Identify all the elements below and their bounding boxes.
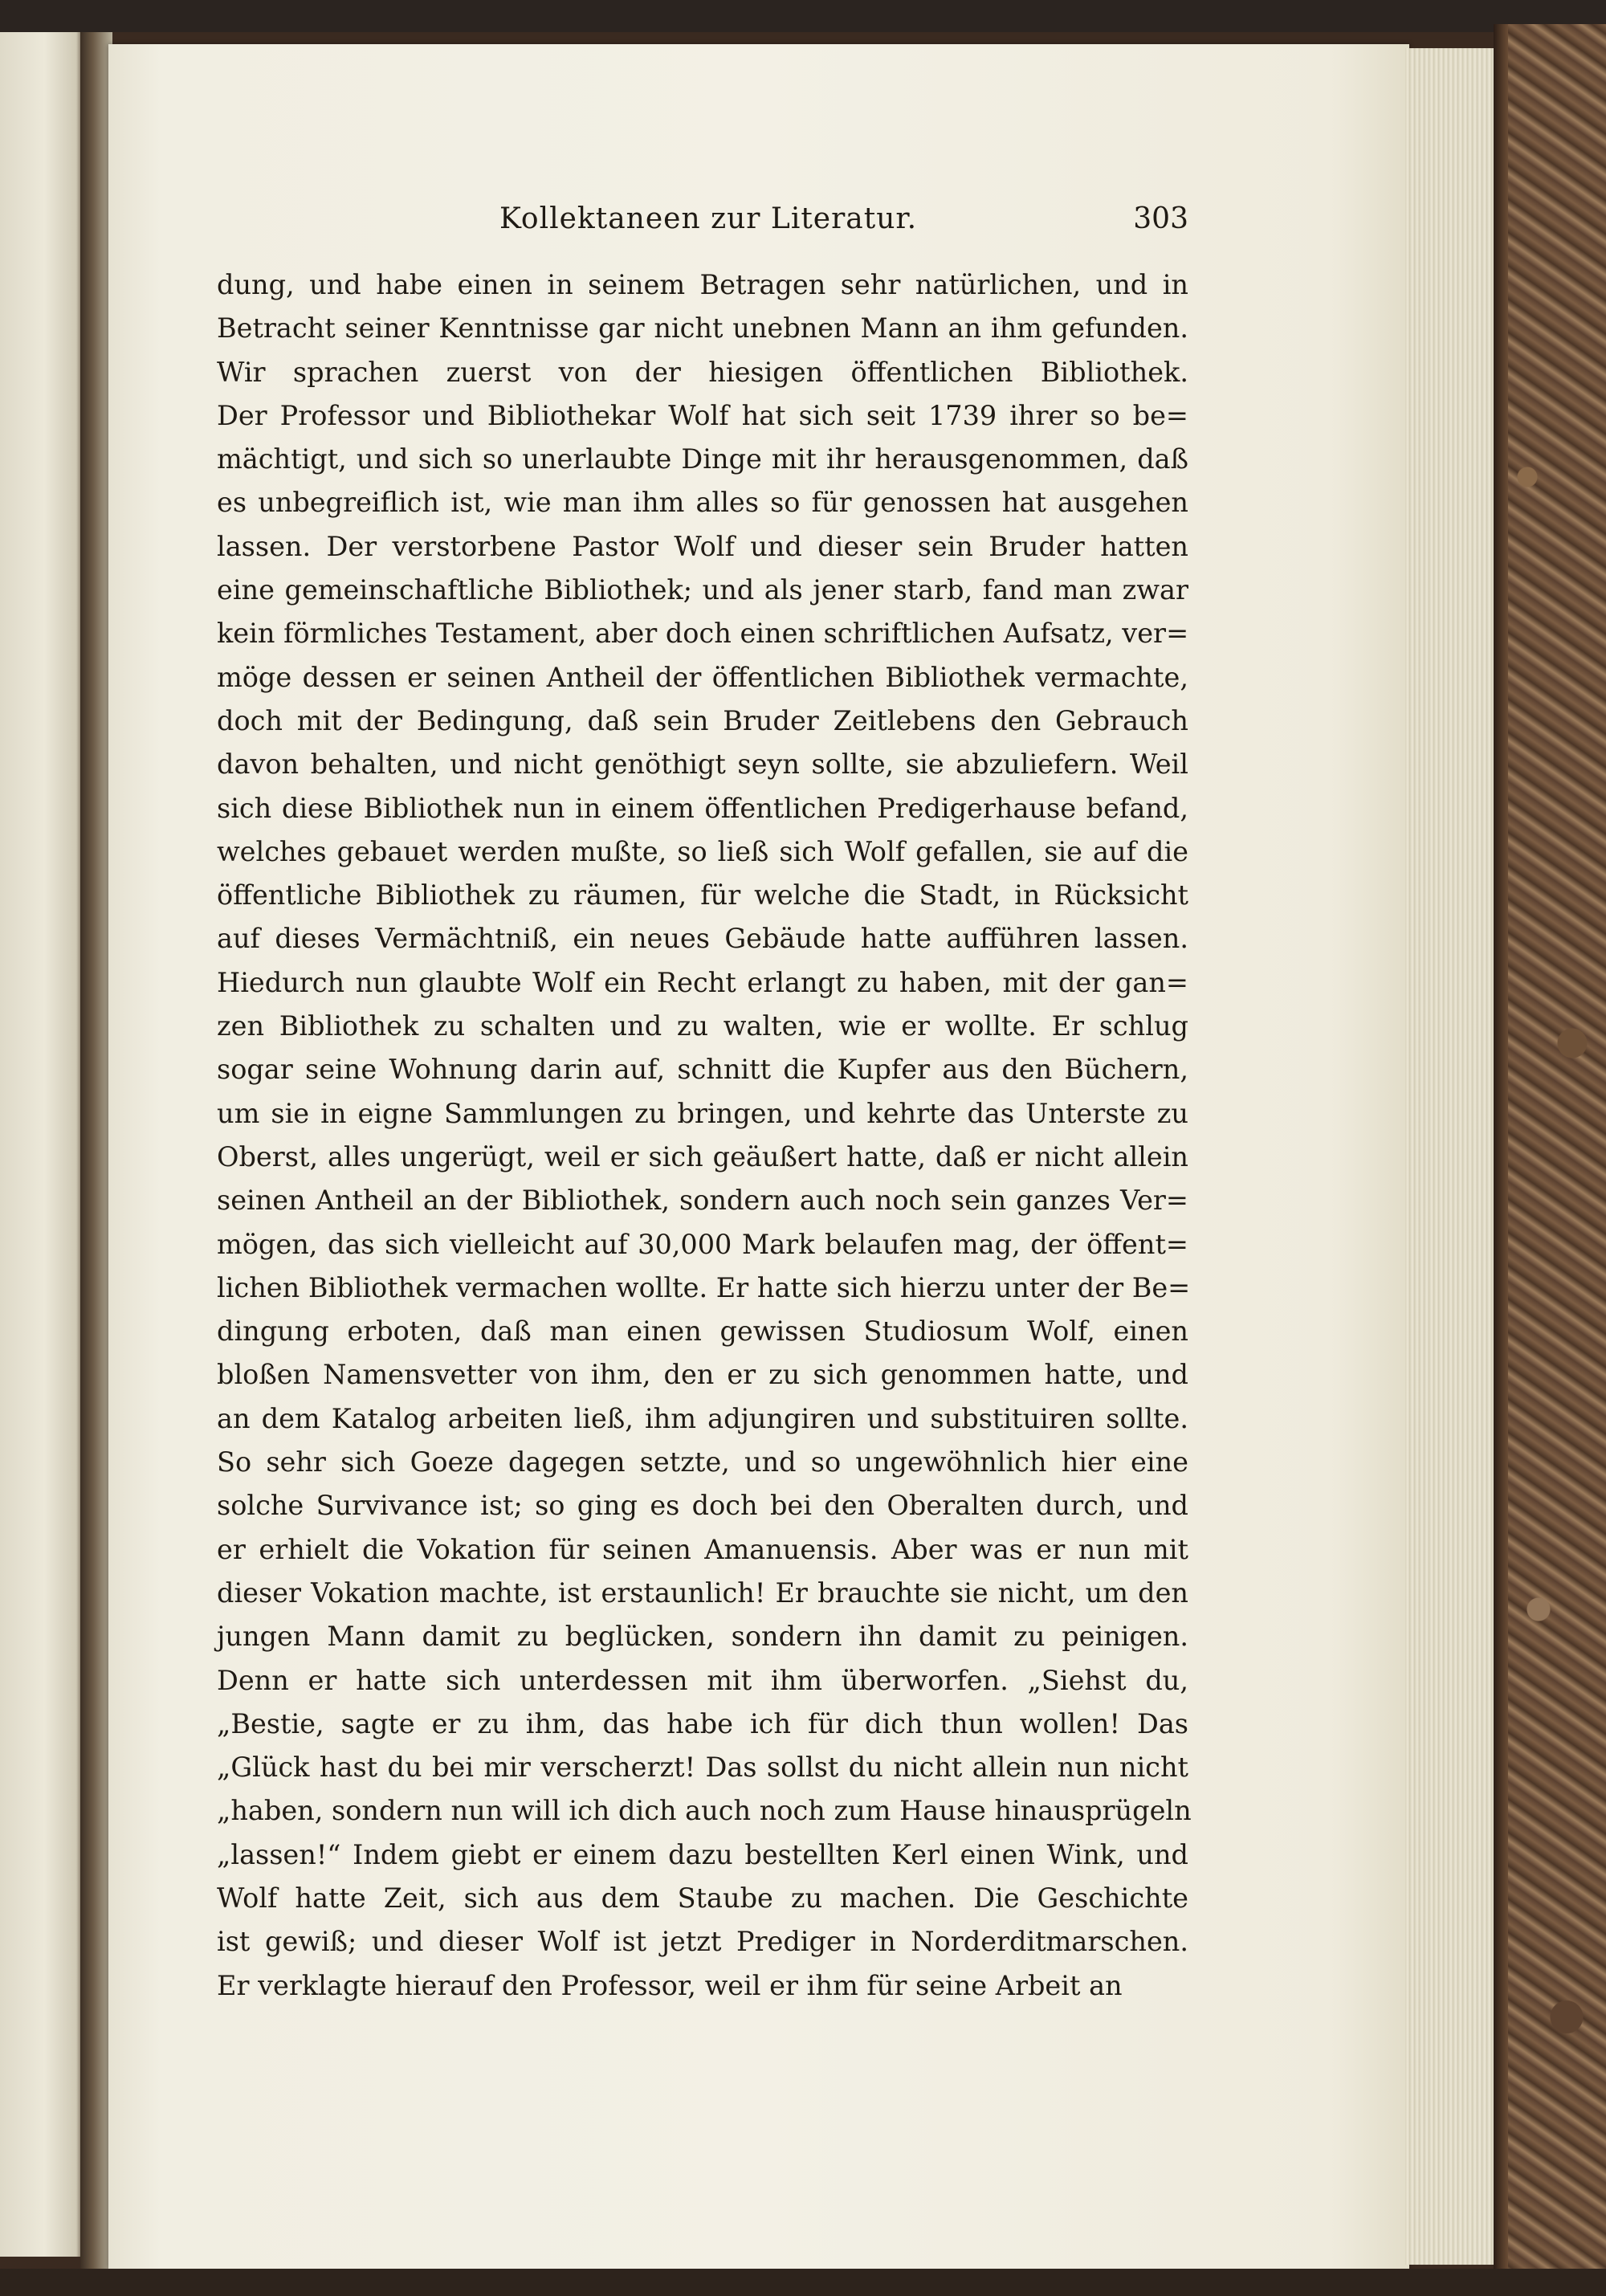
text-line: „Bestie, sagte er zu ihm, das habe ich für dich thun wollen! Das [217,1707,1188,1739]
text-line: Wir sprachen zuerst von der hiesigen öffentlichen Bibliothek. [217,356,1188,388]
text-line: So sehr sich Goeze dagegen setzte, und so ungewöhnlich hier eine [217,1446,1188,1478]
marbled-cover [1494,24,1606,2289]
text-line: dieser Vokation machte, ist erstaunlich! Er brauchte sie nicht, um den [217,1576,1188,1609]
text-line: Betracht seiner Kenntnisse gar nicht unebnen Mann an ihm gefunden. [217,312,1188,345]
text-line: lichen Bibliothek vermachen wollte. Er hatte sich hierzu unter der Be= [217,1271,1191,1303]
text-line: auf dieses Vermächtniß, ein neues Gebäude hatte aufführen lassen. [217,923,1188,955]
text-line: bloßen Namensvetter von ihm, den er zu sich genommen hatte, und [217,1359,1188,1391]
text-line: öffentliche Bibliothek zu räumen, für welche die Stadt, in Rücksicht [217,879,1188,911]
text-line: lassen. Der verstorbene Pastor Wolf und dieser sein Bruder hatten [217,530,1188,562]
text-line: welches gebauet werden mußte, so ließ sich Wolf gefallen, sie auf die [217,835,1188,867]
text-line: um sie in eigne Sammlungen zu bringen, und kehrte das Unterste zu [217,1097,1188,1129]
text-line: Der Professor und Bibliothekar Wolf hat sich seit 1739 ihrer so be= [217,399,1188,431]
text-line: Wolf hatte Zeit, sich aus dem Staube zu machen. Die Geschichte [217,1882,1188,1914]
text-line: eine gemeinschaftliche Bibliothek; und als jener starb, fand man zwar [217,574,1188,606]
text-line: an dem Katalog arbeiten ließ, ihm adjungiren und substituiren sollte. [217,1402,1188,1434]
background-top [0,0,1606,32]
text-line: „haben, sondern nun will ich dich auch noch zum Hause hinausprügeln [217,1795,1192,1827]
text-line: sich diese Bibliothek nun in einem öffentlichen Predigerhause befand, [217,792,1188,824]
text-line: „Glück hast du bei mir verscherzt! Das sollst du nicht allein nun nicht [217,1752,1188,1784]
left-page-edge [0,32,84,2257]
text-line: Denn er hatte sich unterdessen mit ihm überworfen. „Siehst du, [217,1664,1188,1696]
running-head [217,202,1188,243]
text-line: „lassen!“ Indem giebt er einem dazu bestellten Kerl einen Wink, und [217,1838,1188,1870]
text-line: dung, und habe einen in seinem Betragen sehr natürlichen, und in [217,269,1188,300]
background-bottom [0,2269,1606,2296]
book-gutter [80,32,112,2273]
text-line: dingung erboten, daß man einen gewissen Studiosum Wolf, einen [217,1315,1188,1348]
text-line: zen Bibliothek zu schalten und zu walten, wie er wollte. Er schlug [217,1010,1188,1042]
text-line: er erhielt die Vokation für seinen Amanuensis. Aber was er nun mit [217,1533,1188,1565]
text-line: kein förmliches Testament, aber doch einen schriftlichen Aufsatz, ver= [217,618,1189,650]
text-line: ist gewiß; und dieser Wolf ist jetzt Prediger in Norderditmarschen. [217,1926,1188,1958]
text-line: davon behalten, und nicht genöthigt seyn sollte, sie abzuliefern. Weil [217,748,1188,781]
body-text [217,263,1192,2008]
text-line: mächtigt, und sich so unerlaubte Dinge mit ihr herausgenommen, daß [217,443,1188,475]
text-line: doch mit der Bedingung, daß sein Bruder Zeitlebens den Gebrauch [217,704,1188,736]
text-line: es unbegreiflich ist, wie man ihm alles so für genossen hat ausgehen [217,487,1188,519]
text-line: seinen Antheil an der Bibliothek, sondern auch noch sein ganzes Ver= [217,1185,1188,1217]
text-line: jungen Mann damit zu beglücken, sondern ihn damit zu peinigen. [217,1621,1188,1653]
text-line: solche Survivance ist; so ging es doch bei den Oberalten durch, und [217,1490,1188,1522]
text-line: mögen, das sich vielleicht auf 30,000 Mark belaufen mag, der öffent= [217,1228,1188,1260]
text-line: sogar seine Wohnung darin auf, schnitt die Kupfer aus den Büchern, [217,1054,1188,1086]
text-line: Oberst, alles ungerügt, weil er sich geäußert hatte, daß er nicht allein [217,1140,1188,1172]
page-stack-edges [1405,48,1494,2265]
running-head-title: Kollektaneen zur Literatur. [499,202,918,235]
cover-edge [1494,24,1508,2289]
text-line: möge dessen er seinen Antheil der öffentlichen Bibliothek vermachte, [217,661,1188,693]
text-line: Er verklagte hierauf den Professor, weil er ihm für seine Arbeit an [217,1969,1123,2001]
text-line: Hiedurch nun glaubte Wolf ein Recht erlangt zu haben, mit der gan= [217,966,1188,998]
page-number: 303 [1133,202,1188,235]
